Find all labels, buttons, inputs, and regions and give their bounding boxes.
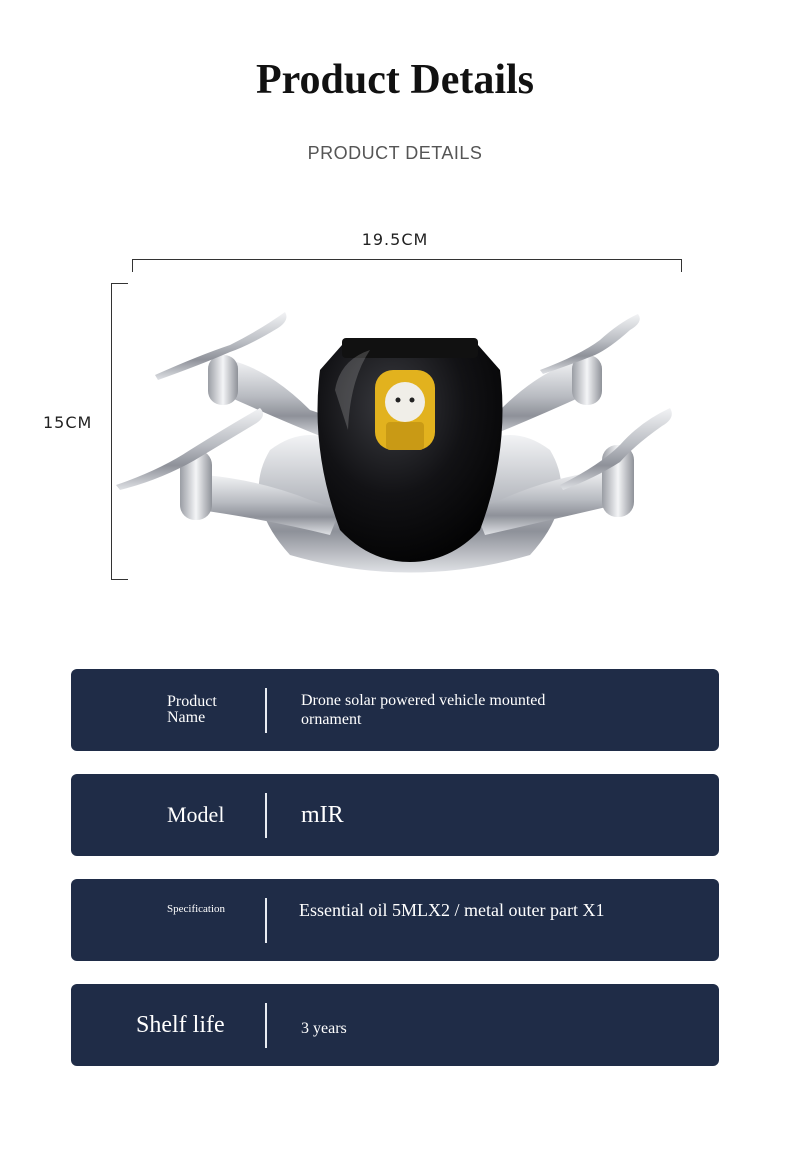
spec-row-product-name: [71, 669, 719, 751]
height-dimension-label: 15CM: [43, 413, 93, 432]
page-subtitle: PRODUCT DETAILS: [307, 143, 483, 163]
spec-divider: [265, 898, 267, 943]
spec-label: Specification: [167, 903, 226, 915]
spec-label: Shelf life: [136, 1012, 225, 1038]
spec-label: Product Name: [167, 693, 217, 726]
spec-value: Essential oil 5MLX2 / metal outer part X1: [299, 899, 605, 920]
spec-value: Drone solar powered vehicle mounted ornament: [301, 691, 546, 728]
spec-row-model: [71, 774, 719, 856]
spec-divider: [265, 688, 267, 733]
spec-label: Model: [167, 802, 225, 827]
page-title: Product Details: [255, 57, 535, 103]
spec-value: mIR: [301, 801, 344, 828]
spec-divider: [265, 1003, 267, 1048]
width-dimension-bracket: [132, 259, 682, 272]
spec-value: 3 years: [301, 1020, 347, 1038]
width-dimension-label: 19.5CM: [361, 230, 429, 249]
spec-row-shelf-life: [71, 984, 719, 1066]
spec-divider: [265, 793, 267, 838]
spec-row-specification: [71, 879, 719, 961]
drone-ornament-icon: [110, 300, 690, 590]
